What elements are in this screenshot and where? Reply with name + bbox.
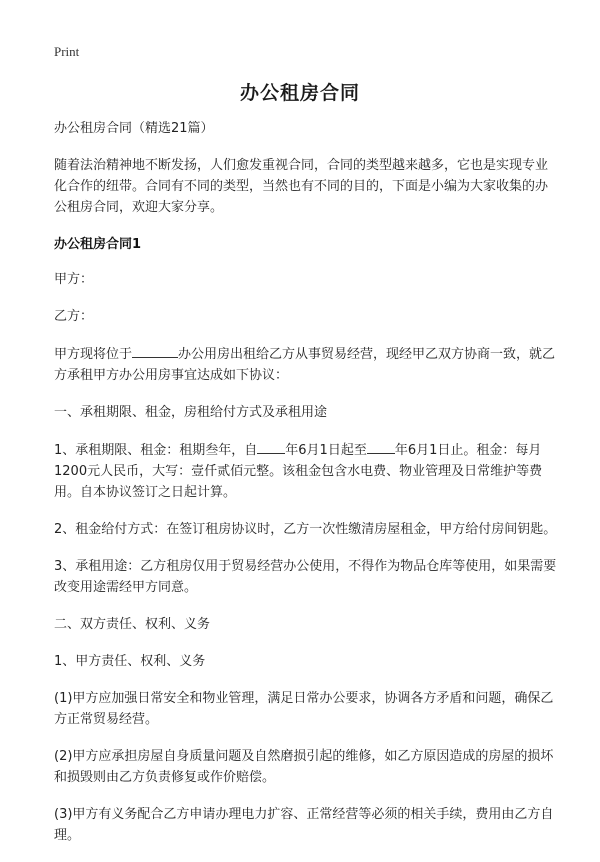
clause-1-3: 3、承租用途：乙方租房仅用于贸易经营办公使用，不得作为物品仓库等使用，如果需要改变用途需经甲方同意。 (54, 559, 557, 595)
clause-1-2: 2、租金给付方式：在签订租房协议时，乙方一次性缴清房屋租金，甲方给付房间钥匙。 (54, 522, 557, 537)
page-title: 办公租房合同 (239, 82, 360, 104)
clause-heading-1: 一、承租期限、租金，房租给付方式及承租用途 (54, 405, 328, 420)
blank-underline (257, 439, 285, 454)
blank-underline (367, 439, 395, 454)
clause-1-1-middle: 年6月1日起至 (285, 443, 367, 458)
clause-1-1 (54, 439, 558, 503)
document-subtitle: 办公租房合同（精选21篇） (54, 121, 214, 136)
section-title: 办公租房合同1 (54, 237, 142, 252)
document-body (54, 118, 558, 862)
party-a-line: 甲方： (54, 272, 94, 287)
clause-item-3: (3)甲方有义务配合乙方申请办理电力扩容、正常经营等必须的相关手续，费用由乙方自理。 (54, 807, 554, 843)
clause-heading-2-1: 1、甲方责任、权利、义务 (54, 654, 206, 669)
clause-1-1-start: 1、承租期限、租金：租期叁年，自 (54, 443, 258, 458)
print-label: Print (54, 44, 80, 59)
intro-paragraph: 随着法治精神地不断发扬，人们愈发重视合同，合同的类型越来越多，它也是实现专业化合作的纽带。合同有不同的类型，当然也有不同的目的，下面是小编为大家收集的办公租房合同，欢迎大家分享。 (54, 158, 549, 215)
clause-item-2: (2)甲方应承担房屋自身质量问题及自然磨损引起的维修，如乙方原因造成的房屋的损坏和损毁则由乙方负责修复或作价赔偿。 (54, 749, 554, 785)
opening-paragraph (54, 343, 558, 386)
clause-item-1: (1)甲方应加强日常安全和物业管理，满足日常办公要求，协调各方矛盾和问题，确保乙方正常贸易经营。 (54, 691, 554, 727)
party-b-line: 乙方： (54, 309, 94, 324)
clause-1-1-end: 年6月1日止。租金：每月1200元人民币，大写：壹仟贰佰元整。该租金包含水电费、物业管理及日常维护等费用。自本协议签订之日起计算。 (54, 443, 543, 500)
clause-heading-2: 二、双方责任、权利、义务 (54, 617, 211, 632)
blank-underline (132, 343, 178, 358)
opening-text-end: 办公用房出租给乙方从事贸易经营，现经甲乙双方协商一致，就乙方承租甲方办公用房事宜达成如下协议： (54, 347, 556, 383)
opening-text-start: 甲方现将位于 (54, 347, 133, 362)
